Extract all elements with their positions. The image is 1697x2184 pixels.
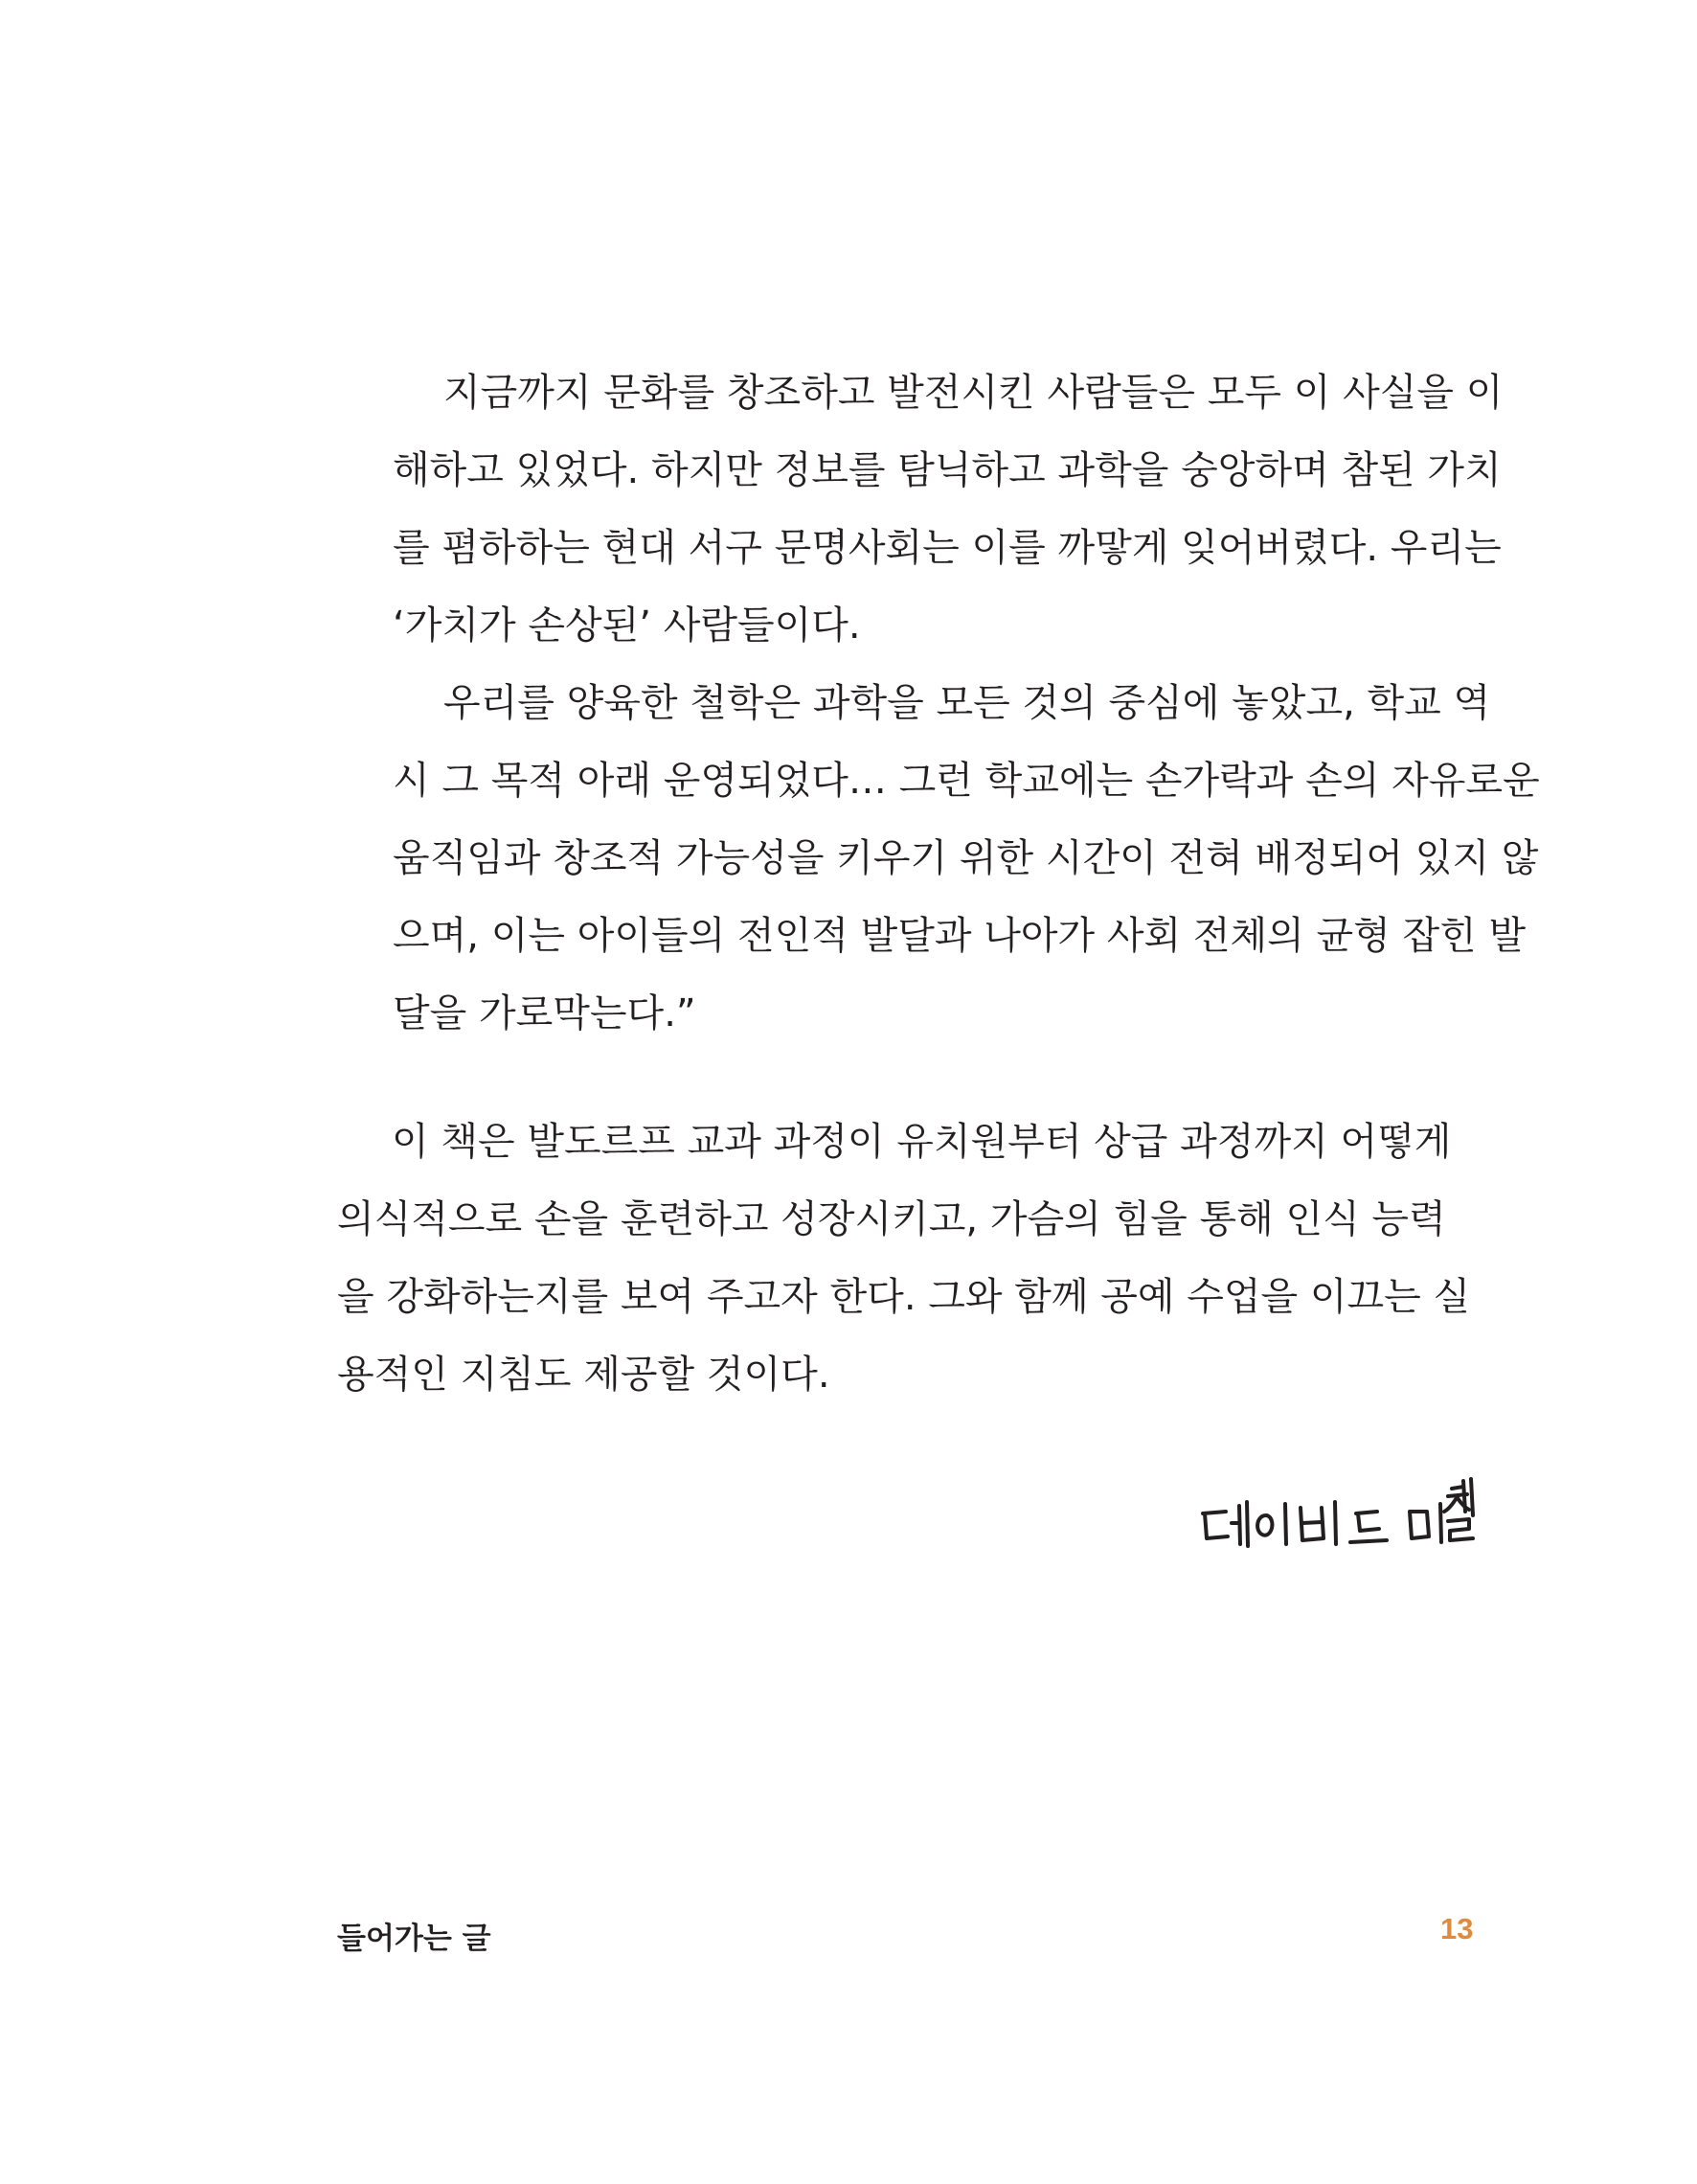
paragraph-line: 이 책은 발도르프 교과 과정이 유치원부터 상급 과정까지 어떻게 xyxy=(392,1120,1452,1164)
page-number: 13 xyxy=(1440,1912,1474,1945)
quote-line: 해하고 있었다. 하지만 정보를 탐닉하고 과학을 숭앙하며 참된 가치 xyxy=(393,448,1502,492)
paragraph-line: 의식적으로 손을 훈련하고 성장시키고, 가슴의 힘을 통해 인식 능력 xyxy=(337,1197,1446,1241)
running-footer-title: 들어가는 글 xyxy=(337,1922,491,1956)
quote-line: 지금까지 문화를 창조하고 발전시킨 사람들은 모두 이 사실을 이 xyxy=(443,371,1504,415)
paragraph-line: 용적인 지침도 제공할 것이다. xyxy=(337,1353,830,1397)
quote-line: 움직임과 창조적 가능성을 키우기 위한 시간이 전혀 배정되어 있지 않 xyxy=(393,836,1539,880)
quote-line: 시 그 목적 아래 운영되었다… 그런 학교에는 손가락과 손의 자유로운 xyxy=(393,759,1540,803)
quote-line: 달을 가로막는다.” xyxy=(393,991,696,1035)
quote-line: 를 폄하하는 현대 서구 문명사회는 이를 까맣게 잊어버렸다. 우리는 xyxy=(393,526,1502,570)
author-signature xyxy=(1197,1473,1478,1552)
quote-line: 으며, 이는 아이들의 전인적 발달과 나아가 사회 전체의 균형 잡힌 발 xyxy=(393,914,1527,958)
paragraph-line: 을 강화하는지를 보여 주고자 한다. 그와 함께 공예 수업을 이끄는 실 xyxy=(337,1275,1471,1319)
quote-line: 우리를 양육한 철학은 과학을 모든 것의 중심에 놓았고, 학교 역 xyxy=(443,681,1491,725)
quote-line: ‘가치가 손상된’ 사람들이다. xyxy=(393,603,861,648)
